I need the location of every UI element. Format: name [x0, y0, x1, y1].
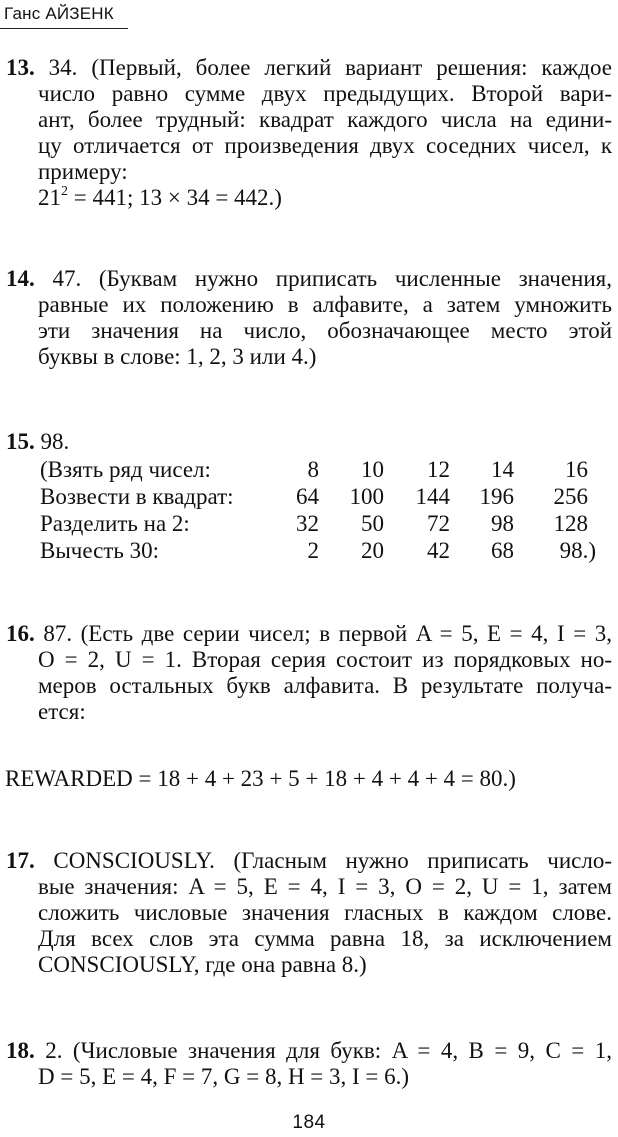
- table-cell: 42: [427, 538, 450, 563]
- entry-18-number: 18.: [6, 1038, 35, 1063]
- table-cell: 2: [307, 538, 319, 563]
- table-cell: 50: [361, 511, 384, 536]
- table-cell: 64: [296, 484, 319, 509]
- running-header: Ганс АЙЗЕНК: [4, 4, 114, 23]
- entry-16-number: 16.: [6, 621, 35, 646]
- table-cell: 32: [296, 511, 319, 536]
- table-row-label: (Взять ряд чисел:: [40, 457, 211, 482]
- entry-17-line-5: CONSCIOUSLY, где она равна 8.): [38, 952, 367, 977]
- entry-17-line-3: сложить числовые значения гласных в каждом слове.: [38, 900, 612, 925]
- table-cell: 98: [491, 511, 514, 536]
- table-cell: 14: [491, 457, 514, 482]
- entry-14: [6, 266, 612, 370]
- entry-15-number: 15.: [6, 429, 35, 454]
- table-row: [40, 484, 588, 511]
- table-row: [40, 538, 596, 565]
- entry-13-line-5: примеру:: [38, 159, 128, 184]
- entry-17-line-2: вые значения: A = 5, E = 4, I = 3, O = 2, U = 1, затем: [38, 874, 612, 899]
- table-cell: 16: [565, 457, 588, 482]
- entry-17-line-1: 17. CONSCIOUSLY. (Гласным нужно приписать число-: [6, 848, 612, 873]
- entry-13-line-6: $21^2 = 441$; 13 × 34 = 442.): [38, 185, 282, 210]
- table-cell: 128: [553, 511, 588, 536]
- entry-15-table: [40, 457, 596, 565]
- entry-15-line-1: 15. 98.: [6, 429, 70, 454]
- table-cell: 8: [307, 457, 319, 482]
- header-rule: [0, 28, 128, 29]
- table-cell: 98.): [559, 538, 596, 563]
- page-number: 184: [292, 1112, 326, 1133]
- entry-16-formula: REWARDED = 18 + 4 + 23 + 5 + 18 + 4 + 4 + 4 = 80.): [5, 766, 516, 791]
- table-row: [40, 511, 588, 538]
- table-row: [40, 457, 588, 484]
- table-cell: 68: [491, 538, 514, 563]
- entry-16-line-2: O = 2, U = 1. Вторая серия состоит из порядковых но-: [38, 647, 612, 672]
- entry-14-number: 14.: [6, 266, 35, 291]
- entry-13-line-2: число равно сумме двух предыдущих. Второй вари-: [38, 81, 612, 106]
- entry-16-line-4: ется:: [38, 699, 86, 724]
- table-cell: 20: [361, 538, 384, 563]
- entry-18-line-1: 18. 2. (Числовые значения для букв: A = 4, B = 9, C = 1,: [6, 1038, 612, 1063]
- table-cell: 256: [553, 484, 588, 509]
- table-cell: 144: [415, 484, 450, 509]
- table-row-label: Возвести в квадрат:: [40, 484, 234, 509]
- entry-13-line-1: 13. 34. (Первый, более легкий вариант решения: каждое: [6, 55, 612, 80]
- entry-17-number: 17.: [6, 848, 35, 873]
- table-cell: 100: [349, 484, 384, 509]
- entry-13-line-3: ант, более трудный: квадрат каждого числа на едини-: [38, 107, 612, 132]
- entry-13-line-4: цу отличается от произведения двух соседних чисел, к: [38, 133, 612, 158]
- entry-16-line-3: меров остальных букв алфавита. В результате получа-: [38, 673, 612, 698]
- table-row-label: Разделить на 2:: [40, 511, 190, 536]
- table-cell: 72: [427, 511, 450, 536]
- entry-18-line-2: D = 5, E = 4, F = 7, G = 8, H = 3, I = 6.): [38, 1064, 410, 1089]
- table-cell: 10: [361, 457, 384, 482]
- entry-14-line-3: эти значения на число, обозначающее место этой: [38, 318, 612, 343]
- table-row-label: Вычесть 30:: [40, 538, 160, 563]
- entry-13-number: 13.: [6, 55, 35, 80]
- entry-17: [6, 848, 612, 978]
- entry-16: [6, 621, 612, 725]
- table-cell: 12: [427, 457, 450, 482]
- entry-14-line-4: буквы в слове: 1, 2, 3 или 4.): [38, 344, 317, 369]
- table-cell: 196: [479, 484, 514, 509]
- entry-13: [6, 55, 612, 211]
- entry-14-line-2: равные их положению в алфавите, а затем умножить: [38, 292, 612, 317]
- entry-18: [6, 1038, 612, 1090]
- entry-17-line-4: Для всех слов эта сумма равна 18, за исключением: [38, 926, 612, 951]
- entry-15: [6, 429, 612, 455]
- entry-14-line-1: 14. 47. (Буквам нужно приписать численные значения,: [6, 266, 612, 291]
- entry-16-line-1: 16. 87. (Есть две серии чисел; в первой A = 5, E = 4, I = 3,: [6, 621, 612, 646]
